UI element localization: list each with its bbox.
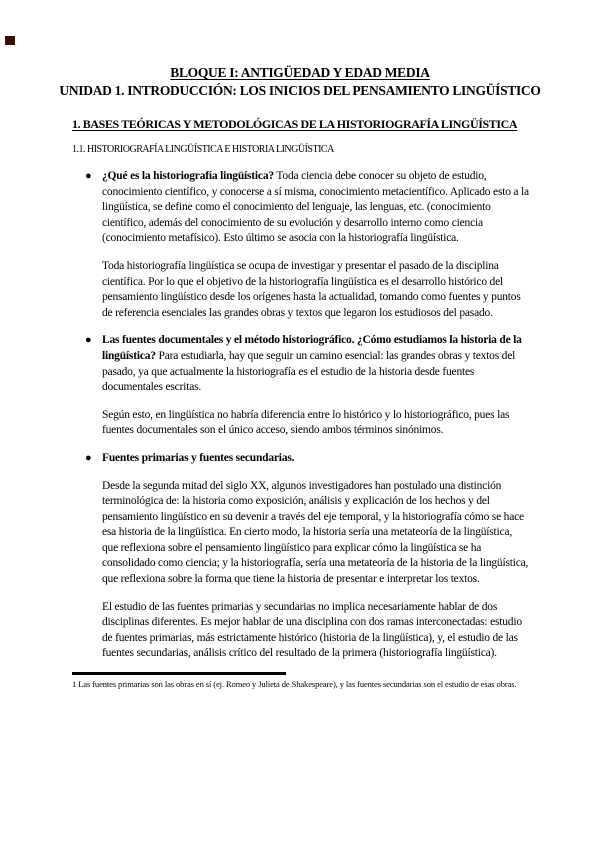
paragraph-terminological-distinction: Desde la segunda mitad del siglo XX, algunos investigadores han postulado una distinción terminológica de: la historia como exposición, análisis y explicación de los hechos y del pensamiento lingüístico en su devenir a través del eje temporal, y la historiografía cómo se hace esa historia de la lingüística. En cierto modo, la historia sería una metateoría de la lingüística, que reflexiona sobre el pensamiento lingüístico para explicar cómo la lingüística se ha consolidado como ciencia; y la historiografía, sería una metateoría de la historia de la lingüística, que reflexiona sobre la forma que tiene la historia de presentar e interpretar los textos. (102, 479, 529, 586)
bullet-icon: ● (85, 170, 92, 182)
page-corner-mark (5, 36, 15, 45)
section-heading: 1. BASES TEÓRICAS Y METODOLÓGICAS DE LA HISTORIOGRAFÍA LINGÜÍSTICA (72, 117, 518, 131)
footnote-separator (72, 672, 286, 675)
footnote (72, 672, 530, 690)
bullet-item-primary-secondary-sources (72, 451, 530, 467)
bullet-lead: Fuentes primarias y fuentes secundarias. (102, 451, 295, 464)
bullet-lead: Las fuentes documentales y el método historiográfico. ¿Cómo estudiamos la historia de la lingüística? (102, 334, 522, 362)
bullet-icon: ● (85, 451, 92, 464)
footnote-text (72, 679, 530, 691)
block-title-line (0, 64, 600, 82)
paragraph-historic-vs-historiographic: Según esto, en lingüística no habría diferencia entre lo histórico y lo historiográfico, pues las fuentes documentales son el único acceso, siendo ambos términos sinónimos. (102, 408, 510, 437)
bullet-icon: ● (85, 334, 92, 347)
bullet-item-what-is-historiography (72, 169, 530, 247)
paragraph-historiography-goal: Toda historiografía lingüística se ocupa de investigar y presentar el pasado de la disciplina científica. Por lo que el objetivo de la historiografía lingüística es el desarrollo histórico del pensamiento lingüístico desde los orígenes hasta la actualidad, tomando como fuentes y puntos de referencia esenciales las grandes obras y textos que legaron los estudiosos del pasado. (102, 259, 521, 319)
document-header (0, 0, 600, 100)
unit-title: UNIDAD 1. INTRODUCCIÓN: LOS INICIOS DEL PENSAMIENTO LINGÜÍSTICO (59, 83, 541, 98)
block-title: BLOQUE I: ANTIGÜEDAD Y EDAD MEDIA (170, 65, 430, 80)
document-body (72, 169, 530, 662)
paragraph-two-branches: El estudio de las fuentes primarias y secundarias no implica necesariamente hablar de dos disciplinas diferentes. Es mejor hablar de una disciplina con dos ramas interconectadas: estudio de fuentes primarias, más estrictamente histórico (historia de la lingüística), y, el estudio de las fuentes secundarias, análisis crítico del resultado de la primera (historiografía lingüística). (102, 600, 522, 660)
bullet-text: Toda ciencia debe conocer su objeto de estudio, conocimiento científico, y conocerse a sí misma, conocimiento metacientífico. Aplicado esto a la lingüística, se define como el conocimiento del lenguaje, las lenguas, etc. (conocimiento científico, además del conocimiento de su evolución y desarrollo interno como ciencia (conocimiento metafísico). Esto último se asocia con la historiografía lingüística. (102, 170, 529, 245)
bullet-text: Para estudiarla, hay que seguir un camino esencial: las grandes obras y textos del pasado, ya que actualmente la historiografía es el estudio de la historia desde fuentes documentales escritas. (102, 349, 516, 394)
footnote-marker: 1 (72, 678, 77, 689)
section-subheading: 1.1. HISTORIOGRAFÍA LINGÜÍSTICA E HISTORIA LINGÜÍSTICA (72, 144, 334, 155)
bullet-lead: ¿Qué es la historiografía lingüística? (102, 170, 274, 182)
section-heading-line (72, 116, 530, 133)
footnote-body: Las fuentes primarias son las obras en sí (ej. Romeo y Julieta de Shakespeare), y las fuentes secundarias son el estudio de esas obras. (78, 678, 517, 689)
bullet-item-documentary-sources (72, 333, 530, 395)
